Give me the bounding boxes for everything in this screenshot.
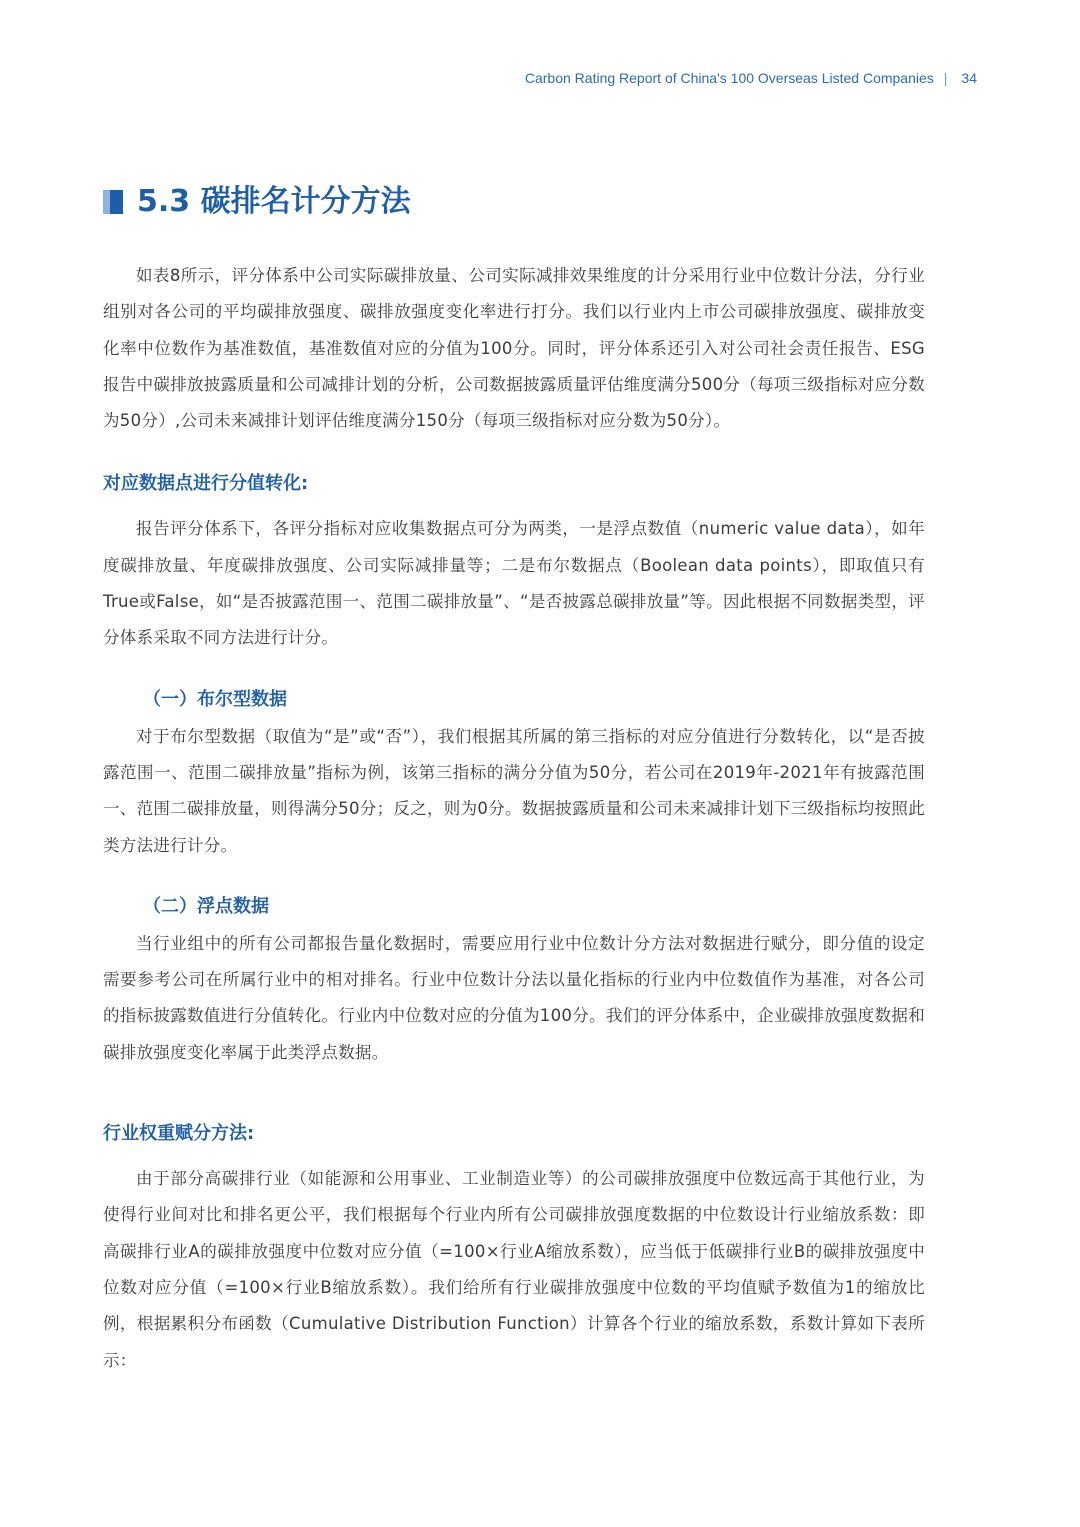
weighting-heading: 行业权重赋分方法:: [103, 1123, 255, 1145]
section-title: [103, 180, 925, 224]
title-marker-icon: [103, 190, 123, 214]
running-header: [525, 70, 977, 86]
intro-paragraph: 如表8所示，评分体系中公司实际碳排放量、公司实际减排效果维度的计分采用行业中位数计分法，分行业组别对各公司的平均碳排放强度、碳排放强度变化率进行打分。我们以行业内上市公司碳排放强度、碳排放变化率中位数作为基准数值，基准数值对应的分值为100分。同时，评分体系还引入对公司社会责任报告、ESG报告中碳排放披露质量和公司减排计划的分析，公司数据披露质量评估维度满分500分（每项三级指标对应分数为50分）,公司未来减排计划评估维度满分150分（每项三级指标对应分数为50分）。: [103, 266, 925, 431]
page-number: 34: [961, 70, 977, 86]
page-content: [103, 180, 925, 1379]
float-paragraph: 当行业组中的所有公司都报告量化数据时，需要应用行业中位数计分方法对数据进行赋分，即分值的设定需要参考公司在所属行业中的相对排名。行业中位数计分法以量化指标的行业内中位数值作为基准，对各公司的指标披露数值进行分值转化。行业内中位数对应的分值为100分。我们的评分体系中，企业碳排放强度数据和碳排放强度变化率属于此类浮点数据。: [103, 933, 925, 1062]
conversion-heading: 对应数据点进行分值转化:: [103, 473, 309, 495]
section-title-text: 5.3 碳排名计分方法: [137, 184, 411, 219]
float-heading: （二）浮点数据: [143, 895, 269, 917]
header-separator: |: [943, 70, 948, 86]
conversion-paragraph: 报告评分体系下，各评分指标对应收集数据点可分为两类，一是浮点数值（numeric value data），如年度碳排放量、年度碳排放强度、公司实际减排量等；二是布尔数据点（Boolean data points），即取值只有True或False，如“是否披露范围一、范围二碳排放量”、“是否披露总碳排放量”等。因此根据不同数据类型，评分体系采取不同方法进行计分。: [103, 519, 925, 648]
weighting-paragraph: 由于部分高碳排行业（如能源和公用事业、工业制造业等）的公司碳排放强度中位数远高于其他行业，为使得行业间对比和排名更公平，我们根据每个行业内所有公司碳排放强度数据的中位数设计行业缩放系数：即高碳排行业A的碳排放强度中位数对应分值（=100×行业A缩放系数），应当低于低碳排行业B的碳排放强度中位数对应分值（=100×行业B缩放系数）。我们给所有行业碳排放强度中位数的平均值赋予数值为1的缩放比例，根据累积分布函数（Cumulative Distribution Function）计算各个行业的缩放系数，系数计算如下表所示：: [103, 1169, 925, 1370]
boolean-heading: （一）布尔型数据: [143, 688, 287, 710]
boolean-paragraph: 对于布尔型数据（取值为“是”或“否”），我们根据其所属的第三指标的对应分值进行分数转化，以“是否披露范围一、范围二碳排放量”指标为例，该第三指标的满分分值为50分，若公司在2019年-2021年有披露范围一、范围二碳排放量，则得满分50分；反之，则为0分。数据披露质量和公司未来减排计划下三级指标均按照此类方法进行计分。: [103, 726, 925, 855]
report-title: Carbon Rating Report of China's 100 Overseas Listed Companies: [524, 70, 934, 86]
